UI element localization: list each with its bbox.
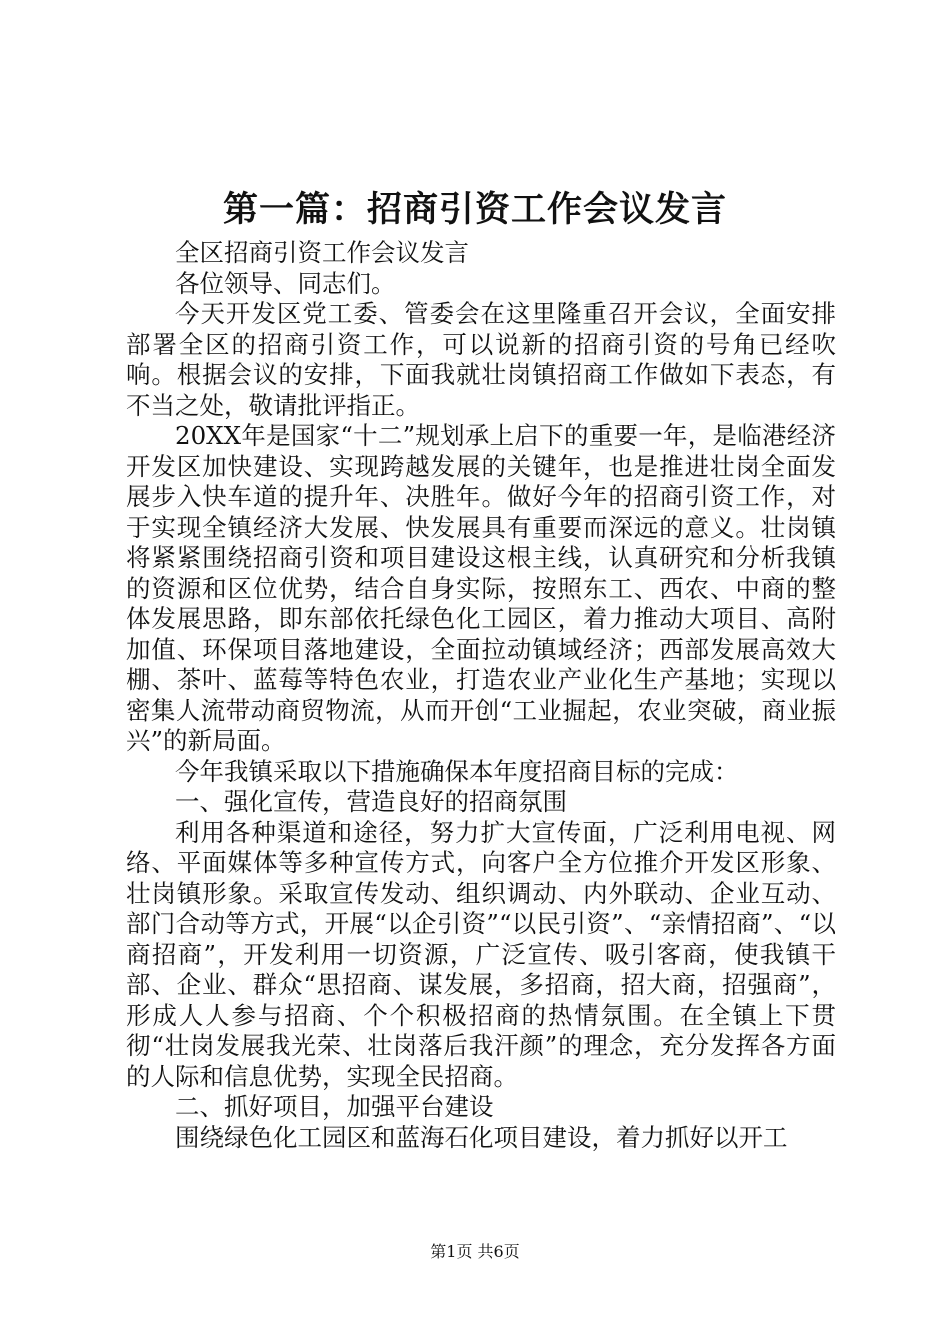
paragraph-overview: 20XX年是国家“十二”规划承上启下的重要一年，是临港经济开发区加快建设、实现跨越发展的关键年，也是推进壮岗全面发展步入快车道的提升年、决胜年。做好今年的招商引资工作，对于实现全镇经济大发展、快发展具有重要而深远的意义。壮岗镇将紧紧围绕招商引资和项目建设这根主线，认真研究和分析我镇的资源和区位优势，结合自身实际，按照东工、西农、中商的整体发展思路，即东部依托绿色化工园区，着力推动大项目、高附加值、环保项目落地建设，全面拉动镇域经济；西部发展高效大棚、茶叶、蓝莓等特色农业，打造农业产业化生产基地；实现以密集人流带动商贸物流，从而开创“工业掘起，农业突破，商业振兴”的新局面。	[126, 421, 836, 755]
document-title: 第一篇：招商引资工作会议发言	[222, 189, 727, 230]
paragraph-measures-intro: 今年我镇采取以下措施确保本年度招商目标的完成：	[175, 756, 739, 786]
section-heading-2: 二、抓好项目，加强平台建设	[175, 1092, 494, 1121]
paragraph-speech-heading: 全区招商引资工作会议发言	[175, 238, 469, 267]
paragraph-section-1: 利用各种渠道和途径，努力扩大宣传面，广泛利用电视、网络、平面媒体等多种宣传方式，向客户全方位推介开发区形象、壮岗镇形象。采取宣传发动、组织调动、内外联动、企业互动、部门合动等方式，开展“以企引资”“以民引资”、“亲情招商”、“以商招商”，开发利用一切资源，广泛宣传、吸引客商，使我镇干部、企业、群众“思招商、谋发展，多招商，招大商，招强商”，形成人人参与招商、个个积极招商的热情氛围。在全镇上下贯彻“壮岗发展我光荣、壮岗落后我汗颜”的理念，充分发挥各方面的人际和信息优势，实现全民招商。	[126, 817, 836, 1091]
document-body	[126, 238, 836, 1153]
section-heading-1: 一、强化宣传，营造良好的招商氛围	[175, 787, 567, 816]
paragraph-opening: 今天开发区党工委、管委会在这里隆重召开会议，全面安排部署全区的招商引资工作，可以说新的招商引资的号角已经吹响。根据会议的安排，下面我就壮岗镇招商工作做如下表态，有不当之处，敬请批评指正。	[126, 299, 836, 420]
paragraph-section-2: 围绕绿色化工园区和蓝海石化项目建设，着力抓好以开工	[175, 1122, 788, 1152]
paragraph-salutation: 各位领导、同志们。	[175, 268, 396, 298]
page-number-footer: 第1页 共6页	[430, 1242, 520, 1261]
